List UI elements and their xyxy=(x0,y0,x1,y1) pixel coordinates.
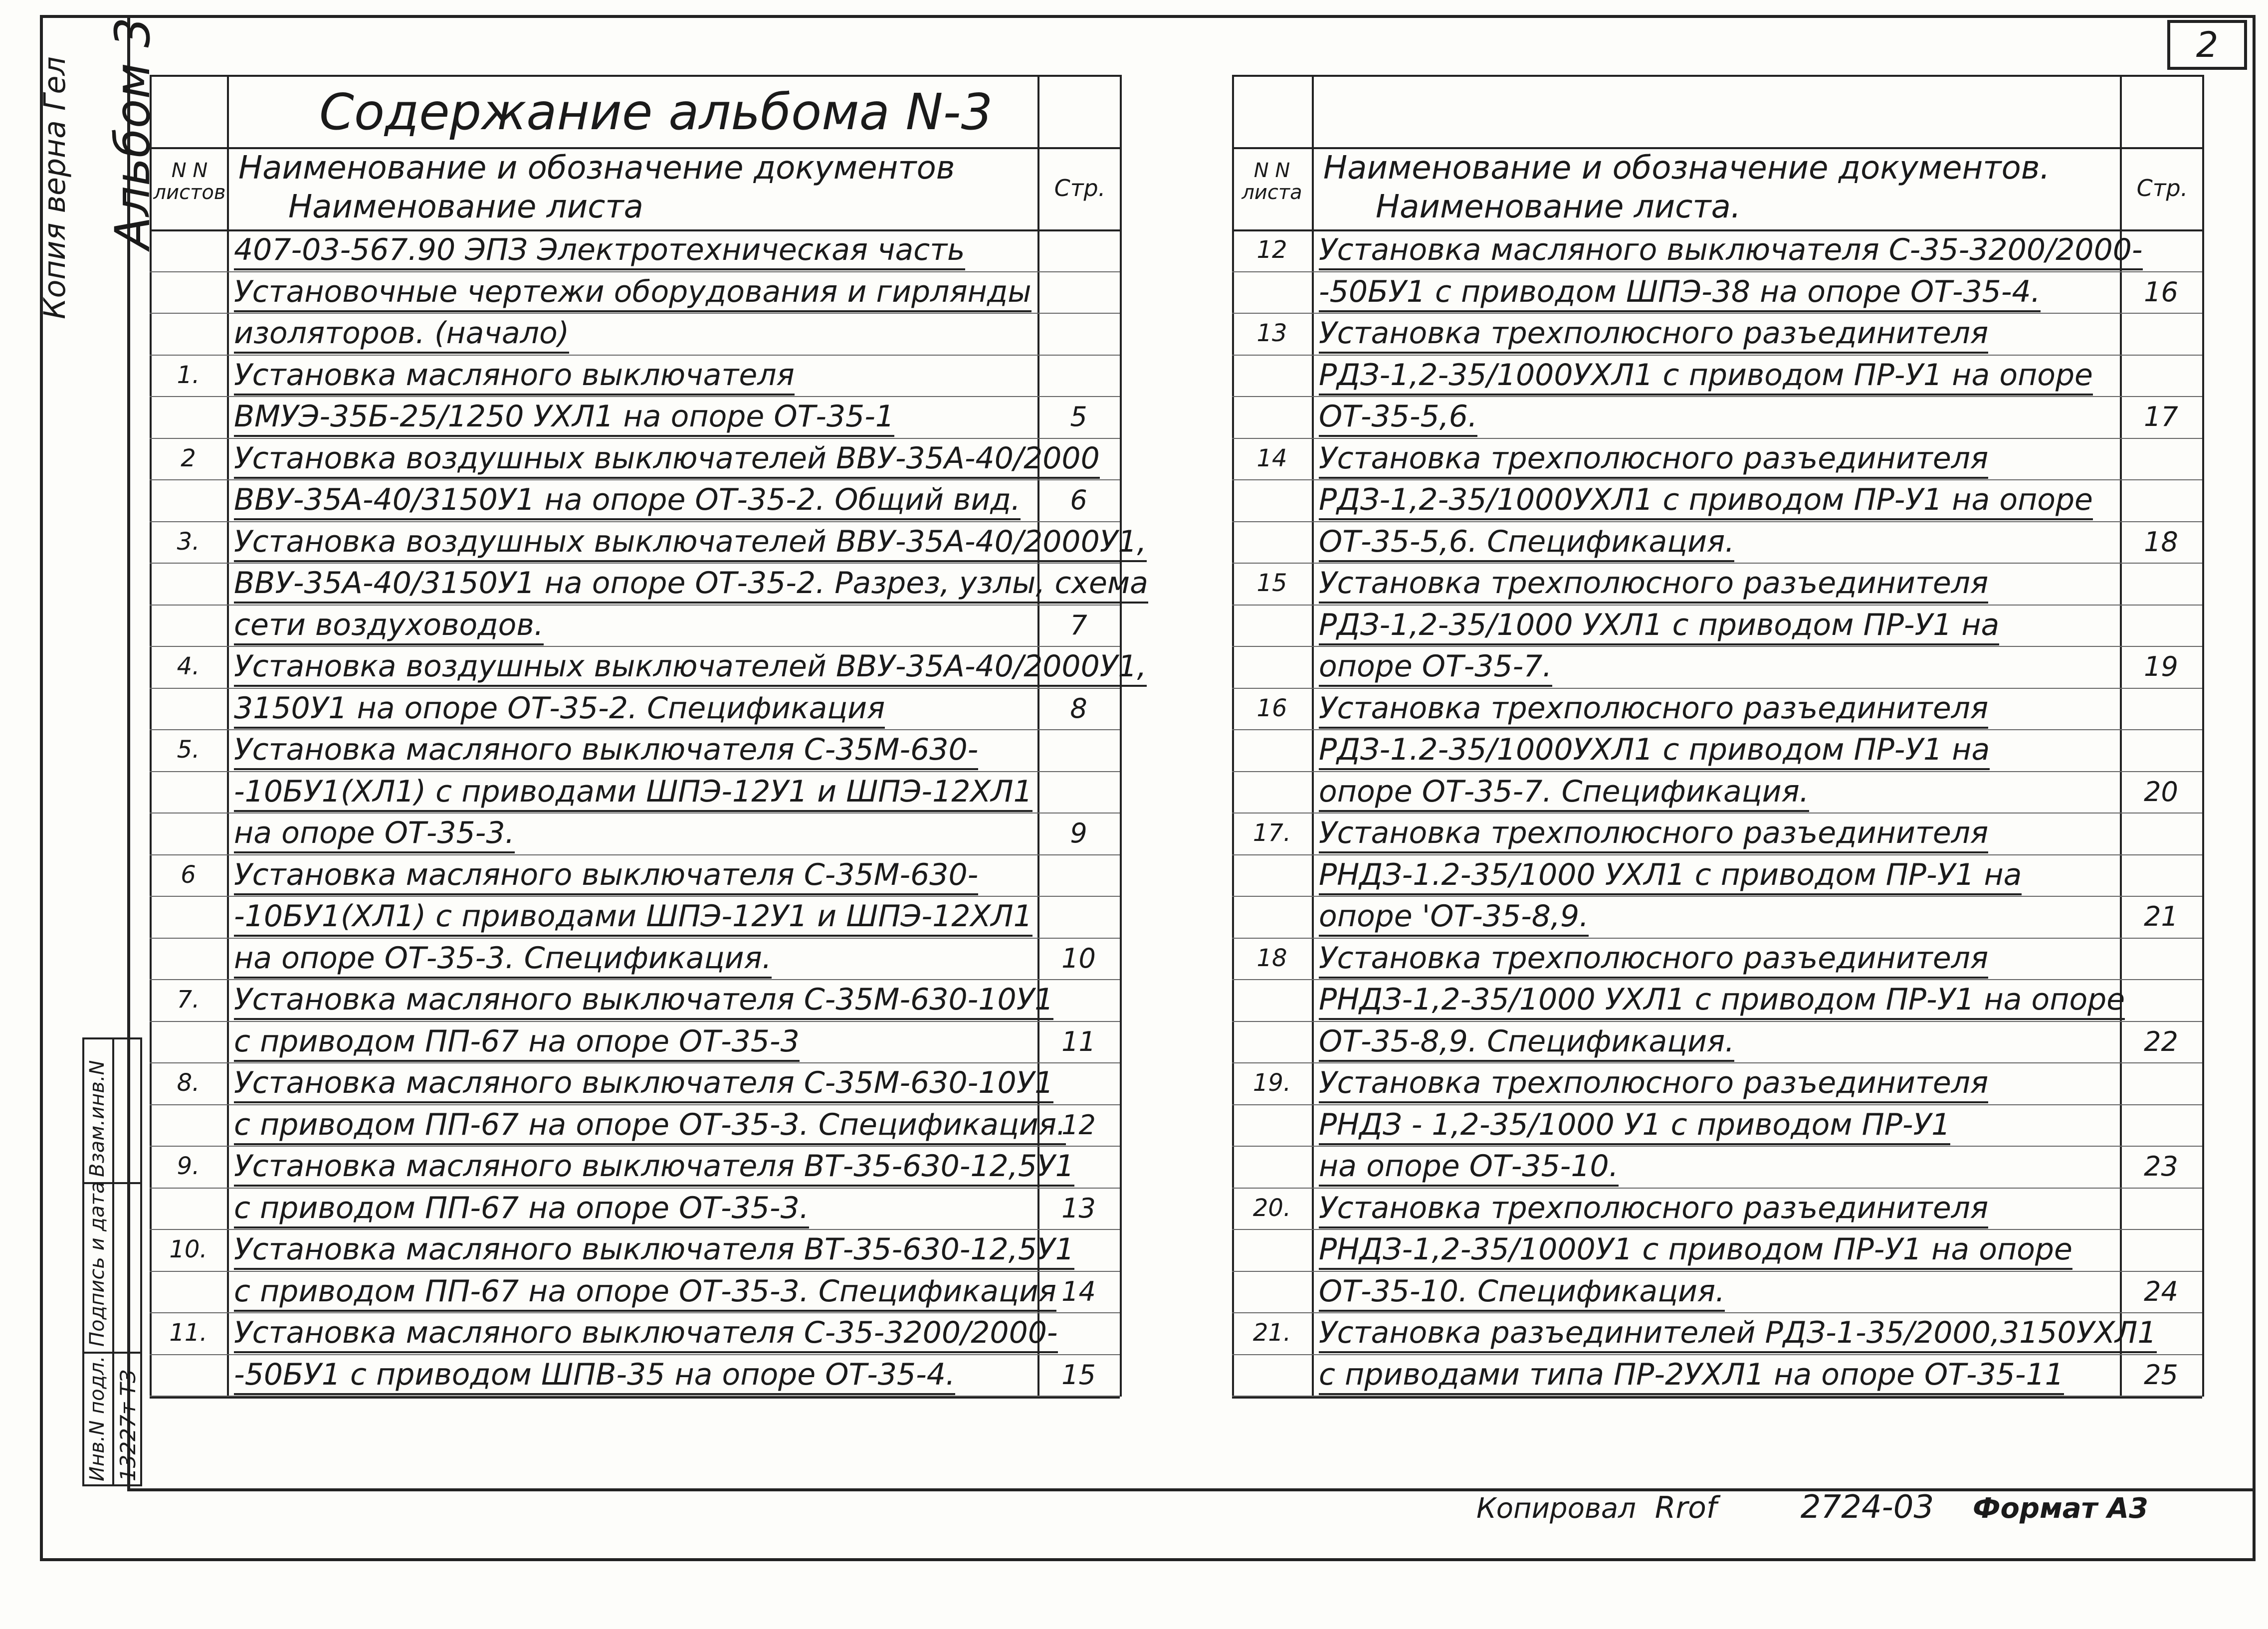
row-page xyxy=(2120,1229,2202,1271)
row-text-value: 3150У1 на опоре ОТ-35-2. Спецификация xyxy=(234,691,885,729)
row-text-value: Установка воздушных выключателей ВВУ-35А-40/2000У1, xyxy=(234,649,1147,687)
row-number xyxy=(1232,1271,1312,1313)
row-text xyxy=(1312,355,2117,397)
row-number xyxy=(1232,1104,1312,1146)
right-header-num: N N листа xyxy=(1241,159,1302,204)
row-number xyxy=(1232,271,1312,313)
row-text-value: Установка масляного выключателя С-35М-630-10У1 xyxy=(234,982,1053,1020)
row-number xyxy=(1232,854,1312,896)
row-text-value: ОТ-35-5,6. Спецификация. xyxy=(1319,524,1734,562)
row-text-value: РДЗ-1,2-35/1000 УХЛ1 с приводом ПР-У1 на xyxy=(1319,608,1999,645)
row-page xyxy=(1037,896,1120,938)
row-text xyxy=(227,729,1034,771)
row-text-value: Установка трехполюсного разъединителя xyxy=(1319,316,1988,354)
row-number xyxy=(1232,355,1312,397)
row-text xyxy=(227,896,1034,938)
row-page xyxy=(2120,1062,2202,1104)
row-page: 23 xyxy=(2144,1151,2178,1182)
row-page xyxy=(1037,646,1120,688)
row-text-value: Установка масляного выключателя С-35-3200/2000- xyxy=(234,1315,1058,1353)
row-text xyxy=(1312,771,2117,813)
row-text-value: сети воздуховодов. xyxy=(234,608,544,645)
row-text-value: изоляторов. (начало) xyxy=(234,316,569,354)
row-text xyxy=(227,1271,1057,1313)
row-text-value: -10БУ1(ХЛ1) с приводами ШПЭ-12У1 и ШПЭ-12ХЛ1 xyxy=(234,899,1032,937)
copied-signature: Rrof xyxy=(1654,1490,1717,1525)
row-number: 16 xyxy=(1256,694,1287,722)
row-text xyxy=(227,771,1034,813)
row-text-value: Установка трехполюсного разъединителя xyxy=(1319,1191,1988,1228)
row-text xyxy=(227,229,1034,271)
row-text-value: ВВУ-35А-40/3150У1 на опоре ОТ-35-2. Общий вид. xyxy=(234,482,1021,520)
row-text xyxy=(1312,1271,2117,1313)
footer xyxy=(1476,1489,2225,1529)
row-divider xyxy=(150,1396,1120,1397)
row-page xyxy=(1037,1229,1120,1271)
row-text-value: на опоре ОТ-35-3. Спецификация. xyxy=(234,941,772,979)
row-page: 7 xyxy=(1070,609,1087,641)
row-text-value: с приводом ПП-67 на опоре ОТ-35-3. Спецификация. xyxy=(234,1107,1066,1145)
row-page: 10 xyxy=(1061,942,1096,974)
row-text-value: -50БУ1 с приводом ШПВ-35 на опоре ОТ-35-4. xyxy=(234,1357,955,1395)
row-page xyxy=(2120,605,2202,646)
row-page xyxy=(2120,938,2202,980)
row-number: 1. xyxy=(177,361,200,389)
sheet-number: 2 xyxy=(2196,24,2219,65)
row-text xyxy=(227,1104,1066,1146)
row-text xyxy=(1312,1354,2117,1396)
row-number xyxy=(150,771,227,813)
row-text xyxy=(1312,896,2117,938)
row-text xyxy=(1312,313,2117,355)
row-text xyxy=(1312,1021,2117,1063)
row-number xyxy=(1232,729,1312,771)
copied-label: Копировал xyxy=(1476,1492,1636,1525)
row-text-value: РДЗ-1,2-35/1000УХЛ1 с приводом ПР-У1 на опоре xyxy=(1319,358,2093,396)
row-page xyxy=(1037,355,1120,397)
row-page xyxy=(2120,438,2202,480)
row-text-value: Установка трехполюсного разъединителя xyxy=(1319,691,1988,729)
row-number xyxy=(150,938,227,980)
row-text-value: опоре 'ОТ-35-8,9. xyxy=(1319,899,1589,937)
row-number xyxy=(150,563,227,605)
row-text xyxy=(227,271,1034,313)
row-text-value: ОТ-35-8,9. Спецификация. xyxy=(1319,1024,1734,1062)
row-text-value: Установка трехполюсного разъединителя xyxy=(1319,1065,1988,1103)
sheet-format: Формат А3 xyxy=(1973,1492,2148,1525)
row-text xyxy=(1312,729,2117,771)
row-page: 25 xyxy=(2144,1359,2178,1391)
row-number xyxy=(1232,771,1312,813)
row-page xyxy=(1037,521,1120,563)
row-text xyxy=(227,813,1034,854)
row-number: 9. xyxy=(177,1152,200,1180)
row-text xyxy=(227,1312,1058,1354)
row-page: 9 xyxy=(1070,817,1087,849)
row-text xyxy=(1312,1188,2117,1229)
row-text-value: РНДЗ - 1,2-35/1000 У1 с приводом ПР-У1 xyxy=(1319,1107,1950,1145)
row-text xyxy=(227,438,1100,480)
row-page: 13 xyxy=(1061,1192,1096,1224)
row-text-value: РДЗ-1,2-35/1000УХЛ1 с приводом ПР-У1 на опоре xyxy=(1319,482,2093,520)
row-number xyxy=(150,229,227,271)
row-text-value: Установка масляного выключателя xyxy=(234,358,795,396)
row-number: 15 xyxy=(1256,569,1287,597)
row-text xyxy=(1312,1104,2117,1146)
row-number xyxy=(1232,896,1312,938)
row-page: 12 xyxy=(1061,1109,1096,1141)
row-number xyxy=(150,479,227,521)
row-number xyxy=(1232,479,1312,521)
album-label: Альбом 3 xyxy=(105,17,161,249)
row-text xyxy=(227,1021,1034,1063)
row-text xyxy=(227,521,1147,563)
row-text xyxy=(227,1229,1074,1271)
row-text-value: с приводом ПП-67 на опоре ОТ-35-3. xyxy=(234,1191,809,1228)
row-number xyxy=(1232,1354,1312,1396)
row-text-value: 407-03-567.90 ЭПЗ Электротехническая часть xyxy=(234,232,965,270)
left-header-name-2: Наименование листа xyxy=(288,189,643,225)
row-text xyxy=(227,605,1034,646)
row-number: 7. xyxy=(177,986,200,1014)
row-text xyxy=(1312,521,2117,563)
row-page xyxy=(1037,438,1120,480)
row-page xyxy=(1037,729,1120,771)
row-number xyxy=(150,896,227,938)
row-page: 24 xyxy=(2144,1275,2178,1307)
row-text xyxy=(1312,1062,2117,1104)
row-page: 17 xyxy=(2144,401,2178,432)
row-page: 15 xyxy=(1061,1359,1096,1391)
row-text-value: Установка трехполюсного разъединителя xyxy=(1319,566,1988,604)
row-number: 20. xyxy=(1252,1194,1291,1222)
row-page: 21 xyxy=(2144,901,2178,932)
row-text xyxy=(1312,938,2117,980)
row-number: 5. xyxy=(177,736,200,764)
stamp-inv: Инв.N подл. xyxy=(86,1356,109,1481)
row-text-value: с приводом ПП-67 на опоре ОТ-35-3 xyxy=(234,1024,800,1062)
row-text-value: на опоре ОТ-35-10. xyxy=(1319,1149,1619,1187)
row-number xyxy=(150,313,227,355)
stamp-replace: Взам.инв.N xyxy=(86,1060,109,1177)
row-number: 21. xyxy=(1252,1319,1291,1347)
row-number xyxy=(150,1354,227,1396)
row-text xyxy=(1312,1312,2157,1354)
row-text xyxy=(227,646,1147,688)
row-page: 16 xyxy=(2144,276,2178,308)
left-header-name-1: Наименование и обозначение документов xyxy=(238,150,955,187)
row-text xyxy=(1312,688,2117,730)
row-text xyxy=(1312,229,2143,271)
row-number: 6 xyxy=(181,860,196,889)
row-text-value: Установка масляного выключателя С-35М-630-10У1 xyxy=(234,1065,1053,1103)
row-text xyxy=(1312,479,2117,521)
row-text xyxy=(1312,979,2125,1021)
row-text-value: опоре ОТ-35-7. xyxy=(1319,649,1552,687)
stamp-value: 13227т ТЗ xyxy=(116,1369,140,1481)
row-text xyxy=(227,1188,1034,1229)
row-number: 12 xyxy=(1256,236,1287,264)
sheet-number-box xyxy=(2167,20,2247,70)
row-text-value: ОТ-35-10. Спецификация. xyxy=(1319,1274,1725,1312)
row-text-value: РНДЗ-1,2-35/1000У1 с приводом ПР-У1 на опоре xyxy=(1319,1232,2072,1270)
row-page xyxy=(2120,479,2202,521)
row-text xyxy=(1312,438,2117,480)
left-header-page: Стр. xyxy=(1054,175,1106,202)
row-divider xyxy=(1232,1396,2202,1397)
row-page: 14 xyxy=(1061,1275,1096,1307)
row-number xyxy=(1232,646,1312,688)
row-page xyxy=(1037,271,1120,313)
right-header-name-1: Наименование и обозначение документов. xyxy=(1323,150,2050,187)
row-number: 4. xyxy=(177,652,200,680)
row-number xyxy=(150,1188,227,1229)
right-header-name-2: Наименование листа. xyxy=(1376,189,1741,225)
row-text-value: ВМУЭ-35Б-25/1250 УХЛ1 на опоре ОТ-35-1 xyxy=(234,399,894,437)
row-number: 14 xyxy=(1256,444,1287,472)
row-page xyxy=(2120,1312,2202,1354)
row-text xyxy=(1312,396,2117,438)
row-number: 10. xyxy=(169,1235,207,1263)
row-page xyxy=(2120,688,2202,730)
row-text xyxy=(1312,854,2117,896)
row-page xyxy=(1037,229,1120,271)
row-text-value: с приводами типа ПР-2УХЛ1 на опоре ОТ-35-11 xyxy=(1319,1357,2064,1395)
row-text-value: с приводом ПП-67 на опоре ОТ-35-3. Спецификация xyxy=(234,1274,1056,1312)
row-page xyxy=(2120,229,2202,271)
row-number xyxy=(1232,605,1312,646)
row-text xyxy=(227,313,1034,355)
album-contents-title: Содержание альбома N-3 xyxy=(319,83,993,141)
row-text xyxy=(1312,563,2117,605)
row-text-value: на опоре ОТ-35-3. xyxy=(234,815,515,853)
row-page xyxy=(2120,563,2202,605)
row-text-value: РНДЗ-1,2-35/1000 УХЛ1 с приводом ПР-У1 на опоре xyxy=(1319,982,2125,1020)
row-number xyxy=(1232,521,1312,563)
row-text-value: Установочные чертежи оборудования и гирлянды xyxy=(234,274,1031,312)
row-text xyxy=(1312,1146,2117,1188)
left-header-num: N N листов xyxy=(153,159,226,204)
row-number xyxy=(1232,979,1312,1021)
row-number xyxy=(1232,1229,1312,1271)
row-page xyxy=(2120,813,2202,854)
row-text-value: -50БУ1 с приводом ШПЭ-38 на опоре ОТ-35-4. xyxy=(1319,274,2041,312)
row-text xyxy=(1312,1229,2117,1271)
row-text xyxy=(227,854,1034,896)
row-number xyxy=(150,1021,227,1063)
row-text xyxy=(227,479,1034,521)
row-text-value: Установка разъединителей РДЗ-1-35/2000,3150УХЛ1 xyxy=(1319,1315,2157,1353)
row-number xyxy=(150,813,227,854)
row-page xyxy=(2120,854,2202,896)
row-page xyxy=(1037,1146,1120,1188)
row-page xyxy=(1037,1312,1120,1354)
row-page xyxy=(1037,771,1120,813)
row-text-value: ОТ-35-5,6. xyxy=(1319,399,1477,437)
row-text-value: Установка трехполюсного разъединителя xyxy=(1319,941,1988,979)
row-page: 18 xyxy=(2144,526,2178,558)
row-text-value: опоре ОТ-35-7. Спецификация. xyxy=(1319,774,1809,812)
row-text-value: Установка масляного выключателя С-35-3200/2000- xyxy=(1319,232,2143,270)
row-number: 8. xyxy=(177,1069,200,1097)
row-number: 19. xyxy=(1252,1069,1291,1097)
row-number xyxy=(150,1271,227,1313)
row-number xyxy=(150,1104,227,1146)
row-text-value: Установка воздушных выключателей ВВУ-35А-40/2000 xyxy=(234,441,1100,479)
row-page: 19 xyxy=(2144,651,2178,682)
row-text xyxy=(227,1146,1074,1188)
row-text-value: РДЗ-1.2-35/1000УХЛ1 с приводом ПР-У1 на xyxy=(1319,732,1990,770)
row-text xyxy=(227,355,1034,397)
row-number xyxy=(1232,396,1312,438)
copy-note: Копия верна Гел xyxy=(37,56,72,319)
row-page xyxy=(2120,355,2202,397)
row-number: 3. xyxy=(177,527,200,556)
row-page xyxy=(1037,313,1120,355)
row-page: 6 xyxy=(1070,484,1087,516)
row-number xyxy=(150,605,227,646)
row-number xyxy=(150,396,227,438)
row-page: 20 xyxy=(2144,776,2178,808)
row-text xyxy=(227,1354,1034,1396)
row-number: 13 xyxy=(1256,319,1287,347)
row-page: 5 xyxy=(1070,401,1087,432)
row-page xyxy=(1037,854,1120,896)
row-number: 2 xyxy=(181,444,196,472)
row-text xyxy=(227,938,1034,980)
row-text-value: Установка масляного выключателя С-35М-630- xyxy=(234,857,978,895)
row-text xyxy=(227,396,1034,438)
row-page xyxy=(2120,313,2202,355)
row-text xyxy=(227,688,1034,730)
row-text-value: Установка масляного выключателя ВТ-35-630-12,5У1 xyxy=(234,1149,1074,1187)
row-text xyxy=(1312,813,2117,854)
row-text-value: -10БУ1(ХЛ1) с приводами ШПЭ-12У1 и ШПЭ-12ХЛ1 xyxy=(234,774,1032,812)
row-text-value: Установка масляного выключателя С-35М-630- xyxy=(234,732,978,770)
row-page xyxy=(2120,729,2202,771)
row-text xyxy=(227,563,1148,605)
row-number xyxy=(150,688,227,730)
row-number: 18 xyxy=(1256,944,1287,972)
stamp-sign: Подпись и дата xyxy=(86,1181,109,1347)
row-number: 17. xyxy=(1252,819,1291,847)
row-text-value: Установка трехполюсного разъединителя xyxy=(1319,441,1988,479)
row-number xyxy=(1232,1146,1312,1188)
row-page: 8 xyxy=(1070,692,1087,724)
row-number xyxy=(150,271,227,313)
row-text xyxy=(1312,646,2117,688)
row-page xyxy=(2120,1104,2202,1146)
row-text xyxy=(1312,271,2117,313)
row-text-value: Установка воздушных выключателей ВВУ-35А-40/2000У1, xyxy=(234,524,1147,562)
drawing-code: 2724-03 xyxy=(1800,1489,1934,1526)
row-text xyxy=(227,979,1054,1021)
row-number xyxy=(1232,1021,1312,1063)
row-page xyxy=(2120,1188,2202,1229)
row-text-value: ВВУ-35А-40/3150У1 на опоре ОТ-35-2. Разрез, узлы, схема xyxy=(234,566,1148,604)
row-number: 11. xyxy=(169,1319,207,1347)
row-text-value: Установка масляного выключателя ВТ-35-630-12,5У1 xyxy=(234,1232,1074,1270)
row-page: 11 xyxy=(1061,1025,1096,1057)
row-text-value: Установка трехполюсного разъединителя xyxy=(1319,815,1988,853)
right-header-page: Стр. xyxy=(2136,175,2188,202)
row-page xyxy=(1037,563,1120,605)
row-page xyxy=(1037,1062,1120,1104)
row-page xyxy=(2120,979,2202,1021)
row-text xyxy=(1312,605,2117,646)
row-text xyxy=(227,1062,1054,1104)
row-text-value: РНДЗ-1.2-35/1000 УХЛ1 с приводом ПР-У1 на xyxy=(1319,857,2022,895)
row-page xyxy=(1037,979,1120,1021)
row-page: 22 xyxy=(2144,1025,2178,1057)
